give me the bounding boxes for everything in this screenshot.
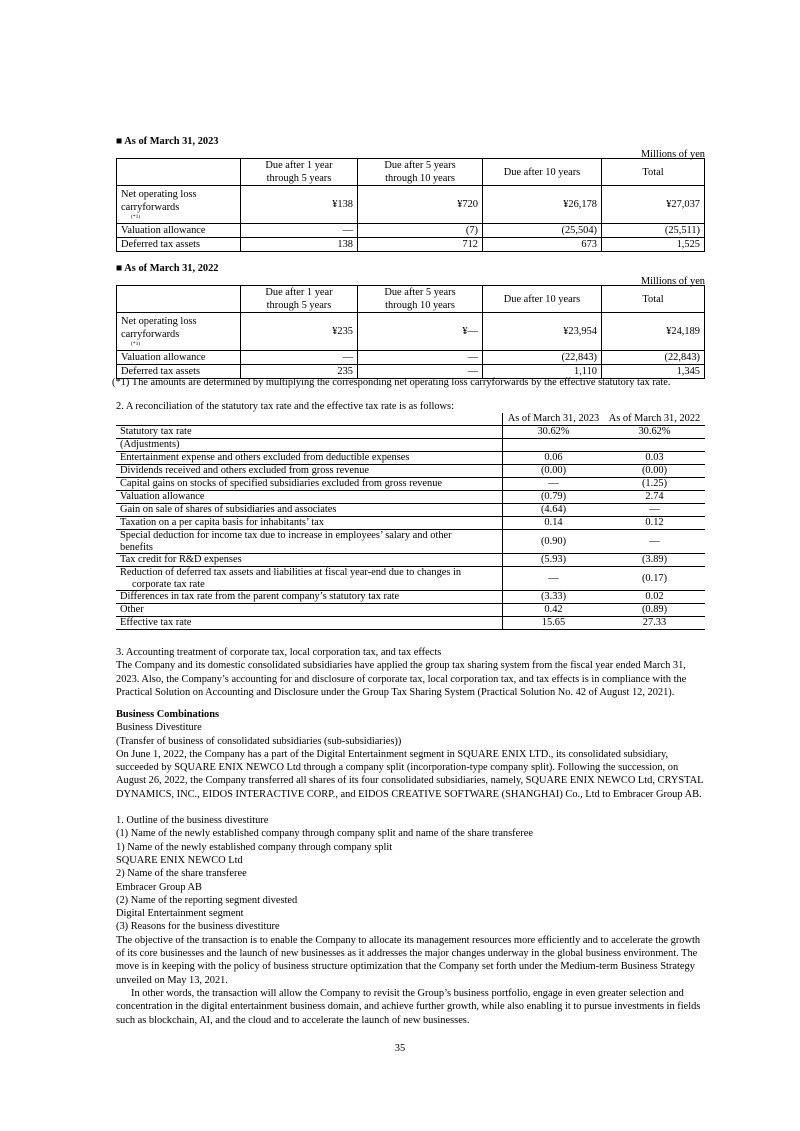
cell: 712 <box>358 238 483 252</box>
col-header: Due after 5 years <box>384 287 456 298</box>
recon-header-row <box>116 413 705 426</box>
col-header: through 5 years <box>266 300 332 311</box>
recon-cell: — <box>503 478 605 491</box>
table-row <box>116 567 705 591</box>
cell: 1,110 <box>483 365 602 379</box>
recon-cell: 30.62% <box>503 426 605 439</box>
recon-col-header: As of March 31, 2022 <box>604 413 705 426</box>
row-label: carryforwards <box>121 329 180 340</box>
table-row <box>116 439 705 452</box>
recon-cell: (3.89) <box>604 554 705 567</box>
recon-cell: 0.14 <box>503 517 605 530</box>
units-label-2023: Millions of yen <box>640 149 705 160</box>
cell: ¥24,189 <box>602 313 705 351</box>
outline-line: (3) Reasons for the business divestiture <box>116 921 280 933</box>
cell: ¥26,178 <box>483 186 602 224</box>
nol-table-2023 <box>116 158 705 252</box>
recon-row-label: (Adjustments) <box>120 439 180 450</box>
footnote-ref: (*1) <box>131 341 141 347</box>
recon-row-label: benefits <box>120 541 153 553</box>
cell: ¥27,037 <box>602 186 705 224</box>
recon-row-label: corporate tax rate <box>132 578 205 590</box>
table-row <box>116 517 705 530</box>
recon-cell: (0.17) <box>604 567 705 591</box>
recon-row-label: Dividends received and others excluded from gross revenue <box>120 465 369 476</box>
outline-line: (2) Name of the reporting segment divested <box>116 894 298 906</box>
col-header: Total <box>602 159 705 186</box>
outline-line: 2) Name of the share transferee <box>116 868 247 880</box>
recon-cell: (0.89) <box>604 604 705 617</box>
outline-line: Embracer Group AB <box>116 881 202 893</box>
reconciliation-table <box>116 413 705 630</box>
recon-row-label: Gain on sale of shares of subsidiaries and associates <box>120 504 337 515</box>
table-row <box>116 478 705 491</box>
table-row <box>116 617 705 630</box>
cell: ¥138 <box>241 186 358 224</box>
cell: (7) <box>358 224 483 238</box>
cell: (25,504) <box>483 224 602 238</box>
cell: — <box>358 351 483 365</box>
table-row <box>117 351 705 365</box>
table-row <box>116 554 705 567</box>
business-sub2: (Transfer of business of consolidated subsidiaries (sub-subsidiaries)) <box>116 735 402 747</box>
recon-col-header: As of March 31, 2023 <box>503 413 605 426</box>
row-label: Net operating loss <box>121 316 197 327</box>
recon-cell: — <box>604 504 705 517</box>
row-label: Valuation allowance <box>117 351 241 365</box>
recon-cell: (1.25) <box>604 478 705 491</box>
col-header: Due after 10 years <box>483 159 602 186</box>
units-label-2022: Millions of yen <box>640 276 705 287</box>
outline-line: SQUARE ENIX NEWCO Ltd <box>116 854 243 866</box>
recon-cell: 0.12 <box>604 517 705 530</box>
recon-cell: — <box>604 530 705 554</box>
col-header: through 10 years <box>385 173 455 184</box>
table-row <box>117 186 705 224</box>
recon-row-label: Taxation on a per capita basis for inhabitants’ tax <box>120 517 324 528</box>
section-title-2023: ■ As of March 31, 2023 <box>116 136 219 147</box>
outline-line: Digital Entertainment segment <box>116 908 244 920</box>
cell: ¥23,954 <box>483 313 602 351</box>
page-number: 35 <box>394 1043 406 1054</box>
recon-cell: (3.33) <box>503 591 605 604</box>
cell: ¥720 <box>358 186 483 224</box>
cell: — <box>241 351 358 365</box>
recon-cell: 0.42 <box>503 604 605 617</box>
outline-line: 1) Name of the newly established company through company split <box>116 841 393 853</box>
table-row <box>116 452 705 465</box>
recon-cell: (0.79) <box>503 491 605 504</box>
recon-row-label: Reduction of deferred tax assets and liabilities at fiscal year-end due to changes in <box>120 567 462 578</box>
cell: 673 <box>483 238 602 252</box>
cell: — <box>358 365 483 379</box>
cell: 1,525 <box>602 238 705 252</box>
table-row <box>116 491 705 504</box>
table-row <box>116 604 705 617</box>
recon-cell: 0.03 <box>604 452 705 465</box>
table-row <box>117 238 705 252</box>
business-heading: Business Combinations <box>116 709 220 720</box>
recon-cell: 2.74 <box>604 491 705 504</box>
section-title-2022: ■ As of March 31, 2022 <box>116 263 219 274</box>
col-header: Due after 1 year <box>265 160 333 171</box>
footnote: (*1) The amounts are determined by multiplying the corresponding net operating loss carryforwards by the effective statutory tax rate. <box>112 377 671 388</box>
row-label: Deferred tax assets <box>117 238 241 252</box>
cell: — <box>241 224 358 238</box>
business-para-3: In other words, the transaction will allow the Company to revisit the Group’s business portfolio, engage in even greater selection and concentration in the digital entertainment business domain, and achieve further growth, while also enabling it to pursue investments in fields such as blockchain, AI, and the cloud and to accelerate the launch of new businesses. <box>116 987 701 1026</box>
cell: (25,511) <box>602 224 705 238</box>
table-row <box>116 504 705 517</box>
accounting-section <box>116 646 706 699</box>
col-header: Total <box>602 286 705 313</box>
recon-cell <box>503 439 605 452</box>
accounting-body: The Company and its domestic consolidated subsidiaries have applied the group tax sharing system from the fiscal year ended March 31, 2023. Also, the Company’s accounting for and disclosure of corporate tax, local corporation tax, and tax effects is in compliance with the Practical Solution on Accounting and Disclosure under the Group Tax Sharing System (Practical Solution No. 42 of August 12, 2021). <box>116 660 687 698</box>
table-row <box>117 224 705 238</box>
footnote-ref: (*1) <box>131 214 141 220</box>
recon-cell: 30.62% <box>604 426 705 439</box>
cell: ¥235 <box>241 313 358 351</box>
recon-cell: (0.00) <box>604 465 705 478</box>
table-row <box>116 426 705 439</box>
row-label: Net operating loss <box>121 189 197 200</box>
recon-cell: 27.33 <box>604 617 705 630</box>
table-row <box>116 465 705 478</box>
cell: (22,843) <box>483 351 602 365</box>
outline-line: (1) Name of the newly established company through company split and name of the share transferee <box>116 828 533 840</box>
recon-row-label: Special deduction for income tax due to increase in employees’ salary and other <box>120 530 452 541</box>
recon-cell: — <box>503 567 605 591</box>
recon-cell: (0.90) <box>503 530 605 554</box>
business-para-2: The objective of the transaction is to enable the Company to allocate its management resources more efficiently and to accelerate the growth of its core businesses and the launch of new businesses as it addresses the major changes underway in the global business environment. The move is in keeping with the policy of business structure optimization that the Company set forth under the Medium-term Business Strategy unveiled on May 13, 2021. <box>116 934 701 986</box>
table-row <box>116 530 705 554</box>
cell: (22,843) <box>602 351 705 365</box>
col-header: through 5 years <box>266 173 332 184</box>
recon-cell: 0.06 <box>503 452 605 465</box>
recon-row-label: Differences in tax rate from the parent company’s statutory tax rate <box>120 591 400 602</box>
cell: 1,345 <box>602 365 705 379</box>
nol-table-2022 <box>116 285 705 379</box>
recon-cell: 15.65 <box>503 617 605 630</box>
col-header: Due after 1 year <box>265 287 333 298</box>
recon-row-label: Statutory tax rate <box>120 426 192 437</box>
table-row <box>116 591 705 604</box>
recon-cell: (4.64) <box>503 504 605 517</box>
recon-cell: 0.02 <box>604 591 705 604</box>
row-label: carryforwards <box>121 202 180 213</box>
recon-row-label: Entertainment expense and others excluded from deductible expenses <box>120 452 410 463</box>
col-header: Due after 5 years <box>384 160 456 171</box>
row-label: Deferred tax assets <box>117 365 241 379</box>
business-para-1: On June 1, 2022, the Company has a part of the Digital Entertainment segment in SQUARE ENIX LTD., its consolidated subsidiary, succeeded by SQUARE ENIX NEWCO Ltd through a company split (incorporation-type company split). Following the succession, on August 26, 2022, the Company transferred all shares of its four consolidated subsidiaries, namely, SQUARE ENIX NEWCO Ltd, CRYSTAL DYNAMICS, INC., EIDOS INTERACTIVE CORP., and EIDOS CREATIVE SOFTWARE (SHANGHAI) Co., Ltd to Embracer Group AB. <box>116 748 704 800</box>
recon-row-label: Capital gains on stocks of specified subsidiaries excluded from gross revenue <box>120 478 443 489</box>
recon-cell: (5.93) <box>503 554 605 567</box>
recon-row-label: Tax credit for R&D expenses <box>120 554 242 565</box>
col-header: through 10 years <box>385 300 455 311</box>
recon-row-label: Effective tax rate <box>120 617 192 628</box>
col-header: Due after 10 years <box>483 286 602 313</box>
cell: 235 <box>241 365 358 379</box>
cell: 138 <box>241 238 358 252</box>
recon-cell <box>604 439 705 452</box>
recon-row-label: Other <box>120 604 144 615</box>
accounting-heading: 3. Accounting treatment of corporate tax, local corporation tax, and tax effects <box>116 647 442 658</box>
recon-cell: (0.00) <box>503 465 605 478</box>
row-label: Valuation allowance <box>117 224 241 238</box>
recon-heading: 2. A reconciliation of the statutory tax rate and the effective tax rate is as follows: <box>116 401 454 412</box>
outline-line: 1. Outline of the business divestiture <box>116 815 269 827</box>
recon-row-label: Valuation allowance <box>120 491 205 502</box>
cell: ¥— <box>358 313 483 351</box>
business-section <box>116 708 706 1027</box>
business-sub1: Business Divestiture <box>116 722 202 734</box>
table-row <box>117 313 705 351</box>
